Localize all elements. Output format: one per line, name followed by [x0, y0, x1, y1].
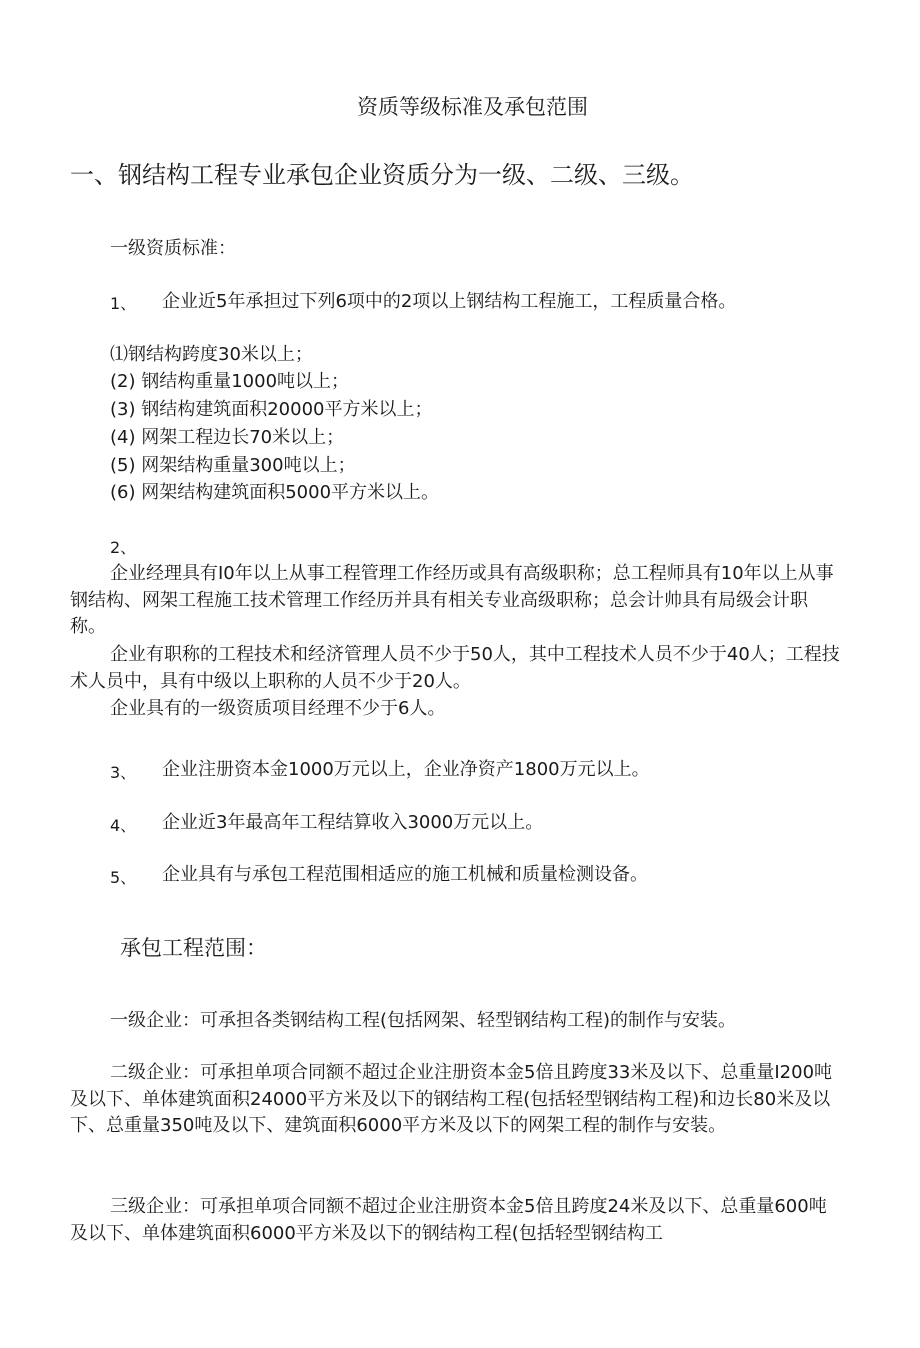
subitem: (5) 网架结构重量300吨以上；	[110, 455, 356, 476]
item-text: 企业近3年最高年工程结算收入3000万元以上。	[162, 812, 544, 833]
paragraph: 企业有职称的工程技术和经济管理人员不少于50人，其中工程技术人员不少于40人；工程技术人员中，具有中级以上职称的人员不少于20人。	[70, 644, 840, 692]
item-number: 5、	[110, 868, 137, 887]
item-number: 1、	[110, 294, 137, 313]
scope-level1: 一级企业：可承担各类钢结构工程(包括网架、轻型钢结构工程)的制作与安装。	[110, 1010, 737, 1031]
scope-level2: 二级企业：可承担单项合同额不超过企业注册资本金5倍且跨度33米及以下、总重量I200吨及以下、单体建筑面积24000平方米及以下的钢结构工程(包括轻型钢结构工程)和边长80米及以下、总重量350吨及以下、建筑面积6000平方米及以下的网架工程的制作与安装。	[70, 1062, 833, 1136]
item-number: 3、	[110, 763, 137, 782]
page-title: 资质等级标准及承包范围	[357, 95, 588, 119]
scope-heading: 承包工程范围：	[120, 936, 267, 960]
scope-level3: 三级企业：可承担单项合同额不超过企业注册资本金5倍且跨度24米及以下、总重量600吨及以下、单体建筑面积6000平方米及以下的钢结构工程(包括轻型钢结构工	[70, 1196, 827, 1244]
item-text: 企业近5年承担过下列6项中的2项以上钢结构工程施工，工程质量合格。	[162, 291, 737, 312]
subitem: (3) 钢结构建筑面积20000平方米以上；	[110, 399, 433, 420]
paragraph: 企业具有的一级资质项目经理不少于6人。	[110, 698, 446, 719]
subitem: ⑴钢结构跨度30米以上；	[110, 344, 313, 365]
level1-standard-label: 一级资质标准：	[110, 238, 236, 259]
subitem: (6) 网架结构建筑面积5000平方米以上。	[110, 482, 440, 503]
item-text: 企业注册资本金1000万元以上，企业净资产1800万元以上。	[162, 759, 650, 780]
subitem: (2) 钢结构重量1000吨以上；	[110, 371, 350, 392]
section-heading: 一、钢结构工程专业承包企业资质分为一级、二级、三级。	[70, 161, 694, 189]
item-number: 4、	[110, 816, 137, 835]
paragraph: 企业经理具有I0年以上从事工程管理工作经历或具有高级职称；总工程师具有10年以上从事钢结构、网架工程施工技术管理工作经历并具有相关专业高级职称；总会计帅具有局级会计职称。	[70, 563, 834, 637]
item-number: 2、	[110, 538, 137, 557]
subitem: (4) 网架工程边长70米以上；	[110, 427, 345, 448]
item-text: 企业具有与承包工程范围相适应的施工机械和质量检测设备。	[162, 864, 648, 885]
